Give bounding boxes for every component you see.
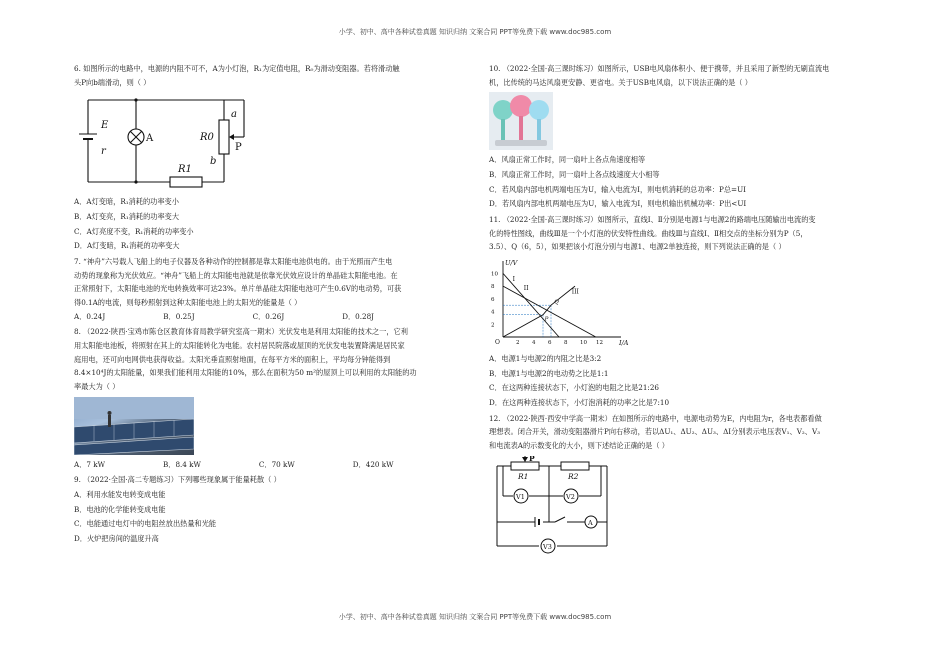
q12-label-A: A bbox=[588, 518, 593, 527]
q10-option-a[interactable]: A．风扇正常工作时，同一扇叶上各点角速度相等 bbox=[489, 155, 646, 165]
q11-line-label: II bbox=[523, 284, 529, 292]
q7-option-b[interactable]: B．0.25J bbox=[163, 311, 195, 321]
q8-line4: 8.4×10⁴J的太阳能量，如果我们能利用太阳能的10%，那么在面积为50 m²的屋顶上可以利用的太阳能的功 bbox=[74, 368, 417, 378]
q11-xtick: 4 bbox=[532, 340, 536, 347]
question-12 bbox=[489, 412, 884, 554]
q10-option-b[interactable]: B．风扇正常工作时，同一扇叶上各点线速度大小相等 bbox=[489, 170, 660, 180]
q8-line5: 率最大为（ ） bbox=[74, 382, 120, 392]
q7-line2: 动势的现象称为光伏效应。“神舟”飞船上的太阳能电池就是依靠光伏效应设计的单晶硅太阳能电池。在 bbox=[74, 270, 398, 280]
q8-option-a[interactable]: A．7 kW bbox=[74, 459, 105, 469]
q6-circuit-diagram bbox=[74, 92, 254, 192]
q6-option-d[interactable]: D．A灯变暗，R₁消耗的功率变大 bbox=[74, 241, 180, 251]
q12-label-V2: V2 bbox=[566, 492, 575, 501]
q6-label-r: r bbox=[101, 146, 106, 158]
q11-iv-graph bbox=[489, 257, 629, 349]
q8-option-b[interactable]: B．8.4 kW bbox=[162, 459, 201, 469]
q12-label-P: P bbox=[529, 455, 535, 463]
q10-option-d[interactable]: D．若风扇内部电机两端电压为U，输入电流为I，则电机输出机械功率：P出<UI bbox=[489, 199, 747, 209]
q9-option-d[interactable]: D．火炉把房间的温度升高 bbox=[74, 534, 159, 544]
q11-ytick: 2 bbox=[491, 322, 495, 329]
q6-option-c[interactable]: C．A灯亮度不变，R₁消耗的功率变小 bbox=[74, 226, 194, 236]
right-column bbox=[489, 62, 884, 557]
q11-ytick: 6 bbox=[491, 296, 495, 303]
q8-line1: 8. （2022·陕西·宝鸡市陈仓区教育体育局教学研究室高一期末）光伏发电是利用太阳能的技术之一，它利 bbox=[74, 327, 408, 337]
q10-line1: 10. （2022·全国·高三课时练习）如图所示，USB电风扇体积小、便于携带，并且采用了新型的无刷直流电 bbox=[489, 64, 830, 73]
q11-xtick: 8 bbox=[564, 340, 568, 347]
q11-xtick: 12 bbox=[596, 340, 603, 347]
q7-option-c[interactable]: C．0.26J bbox=[252, 311, 285, 321]
q9-option-c[interactable]: C．电能通过电灯中的电阻丝放出热量和光能 bbox=[74, 519, 217, 529]
q9-option-a[interactable]: A．利用水能发电转变成电能 bbox=[74, 490, 166, 500]
q11-line-label: III bbox=[571, 288, 579, 296]
q6-label-b: b bbox=[210, 156, 217, 168]
q11-origin: O bbox=[495, 339, 500, 347]
q6-stem-line2: 头P向b端滑动，则（ ） bbox=[74, 77, 151, 87]
q7-option-d[interactable]: D．0.28J bbox=[342, 311, 375, 321]
q8-line2: 用太阳能电池板，将照射在其上的太阳能转化为电能。农村居民院落或屋顶的光伏发电装置降满是居民家 bbox=[74, 341, 405, 351]
q11-line3: 3.5）、Q（6，5），如果把该小灯泡分别与电源1、电源2单独连接，则下列说法正确的是（ ） bbox=[489, 242, 786, 252]
question-9 bbox=[74, 473, 474, 545]
q11-option-a[interactable]: A．电源1与电源2的内阻之比是3:2 bbox=[489, 354, 602, 364]
q11-ytick: 8 bbox=[491, 284, 495, 291]
q8-option-c[interactable]: C．70 kW bbox=[258, 459, 295, 469]
q8-solar-panel-photo bbox=[74, 397, 194, 455]
question-8 bbox=[74, 325, 474, 471]
q6-stem-line1: 6. 如图所示的电路中，电源的内阻不可不，A为小灯泡，R₁为定值电阻，R₀为滑动变阻器。若将滑动触 bbox=[74, 64, 400, 73]
q12-line2: 理想表。闭合开关，滑动变阻器滑片P向右移动，若以ΔU₁、ΔU₂、ΔU₃、ΔI分别表示电压表V₁、V₂、V₃ bbox=[489, 427, 821, 437]
q11-ytick: 4 bbox=[491, 309, 495, 316]
q10-usb-fan-photo bbox=[489, 92, 553, 150]
q11-xtick: 6 bbox=[548, 340, 552, 347]
q11-xtick: 2 bbox=[516, 340, 520, 347]
q6-label-a: a bbox=[231, 109, 237, 121]
q12-label-R2: R2 bbox=[568, 471, 579, 481]
q11-line-label: I bbox=[512, 276, 515, 284]
question-10 bbox=[489, 62, 884, 211]
q11-ytick: 10 bbox=[491, 271, 498, 278]
q7-line1: 7. “神舟”六号载人飞船上的电子仪器及各种动作的控制都是靠太阳能电池供电的。由于光照而产生电 bbox=[74, 257, 393, 267]
q11-point-label: Q bbox=[554, 299, 559, 306]
page-header: 小学、初中、高中各种试卷真题 知识归纳 文案合同 PPT等免费下载 www.doc985.com bbox=[338, 28, 612, 36]
q7-line3: 正常照射下，太阳能电池的光电转换效率可达23%。单片单晶硅太阳能电池可产生0.6V的电动势，可获 bbox=[74, 284, 402, 294]
q11-series-line bbox=[503, 286, 575, 337]
page-footer: 小学、初中、高中各种试卷真题 知识归纳 文案合同 PPT等免费下载 www.doc985.com bbox=[338, 613, 612, 621]
left-column bbox=[74, 62, 474, 547]
q11-line1: 11. （2022·全国·高三课时练习）如图所示，直线Ⅰ、Ⅱ分别是电源1与电源2的路端电压随输出电流的变 bbox=[489, 215, 816, 225]
q9-option-b[interactable]: B．电池的化学能转变成电能 bbox=[74, 504, 166, 514]
q12-circuit-diagram bbox=[489, 456, 629, 554]
question-6 bbox=[74, 62, 474, 253]
q11-option-d[interactable]: D．在这两种连接状态下，小灯泡消耗的功率之比是7:10 bbox=[489, 398, 670, 408]
q9-stem: 9. （2022·全国·高二专题练习）下列哪些现象属于能量耗散（ ） bbox=[74, 475, 281, 485]
q7-option-a[interactable]: A．0.24J bbox=[74, 311, 106, 321]
q12-label-R1: R1 bbox=[518, 471, 529, 481]
q11-ylabel: U/V bbox=[505, 259, 518, 268]
q6-label-A: A bbox=[146, 133, 154, 145]
q6-label-P: P bbox=[235, 142, 242, 154]
q12-line1: 12. （2022·陕西·西安中学高一期末）在如图所示的电路中，电源电动势为E，内电阻为r，各电表都看做 bbox=[489, 413, 822, 423]
q10-line2: 机，比传统的马达风扇更安静、更省电。关于USB电风扇，以下说法正确的是（ ） bbox=[489, 77, 752, 87]
q11-point-label: P bbox=[544, 316, 549, 323]
q6-label-R0: R0 bbox=[200, 132, 214, 144]
question-11 bbox=[489, 213, 884, 410]
question-7 bbox=[74, 255, 474, 323]
q8-option-d[interactable]: D．420 kW bbox=[352, 459, 394, 469]
q12-line3: 和电流表A的示数变化的大小，则下述结论正确的是（ ） bbox=[489, 441, 669, 451]
q11-option-c[interactable]: C．在这两种连接状态下，小灯泡的电阻之比是21:26 bbox=[489, 383, 659, 393]
q6-label-R1: R1 bbox=[178, 164, 192, 176]
q11-line2: 化的特性图线，曲线Ⅲ是一个小灯泡的伏安特性曲线。曲线Ⅲ与直线Ⅰ、Ⅱ相交点的坐标分别为P（5， bbox=[489, 228, 808, 238]
q6-label-E: E bbox=[101, 120, 109, 132]
q7-line4: 得0.1A的电流，则每秒照射到这种太阳能电池上的太阳光的能量是（ ） bbox=[74, 298, 302, 308]
q10-option-c[interactable]: C．若风扇内部电机两端电压为U，输入电流为I，则电机消耗的总功率：P总=UI bbox=[489, 184, 746, 194]
q6-option-a[interactable]: A．A灯变暗，R₁消耗的功率变小 bbox=[74, 197, 179, 207]
q12-label-V1: V1 bbox=[516, 492, 525, 501]
q11-xlabel: I/A bbox=[619, 339, 629, 348]
q11-xtick: 10 bbox=[580, 340, 587, 347]
q6-option-b[interactable]: B．A灯变亮，R₁消耗的功率变大 bbox=[74, 212, 180, 222]
q8-line3: 庭用电，还可向电网供电获得收益。太阳光垂直照射地面，在每平方米的面积上，平均每分钟能得到 bbox=[74, 354, 391, 364]
q11-option-b[interactable]: B．电源1与电源2的电动势之比是1:1 bbox=[489, 368, 609, 378]
q12-label-V3: V3 bbox=[543, 542, 552, 551]
